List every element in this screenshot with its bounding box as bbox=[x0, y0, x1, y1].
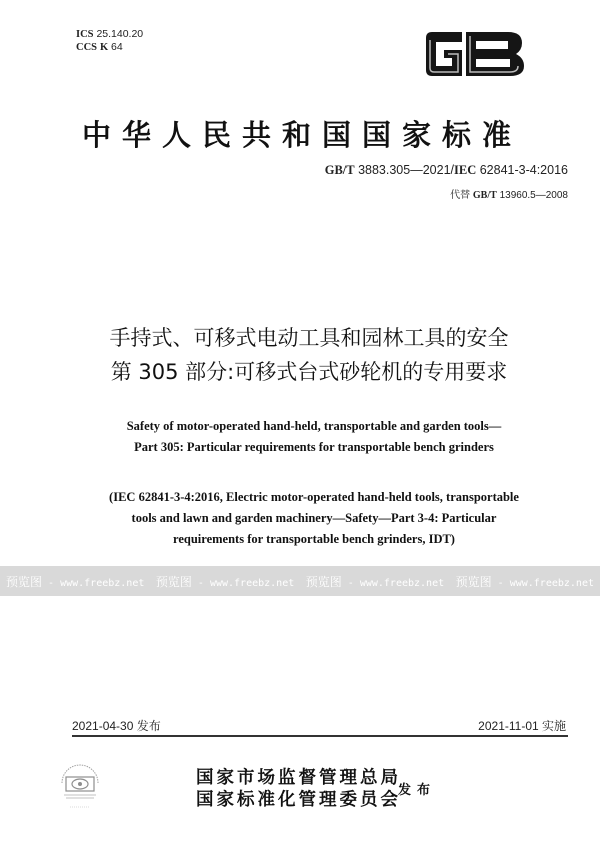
english-title-line-1: Safety of motor-operated hand-held, transportable and garden tools— bbox=[126, 419, 502, 433]
ics-code: ICS 25.140.20 bbox=[76, 28, 144, 40]
classification-codes bbox=[76, 28, 143, 54]
watermark-item: 预览图 - www.freebz.net bbox=[155, 574, 295, 589]
replaces-standard: 代替 GB/T 13960.5—2008 bbox=[450, 190, 568, 201]
chinese-title-line-2: 第 305 部分:可移式台式砂轮机的专用要求 bbox=[110, 360, 508, 384]
national-standard-title: 中华人民共和国国家标准 bbox=[82, 118, 523, 152]
iec-reference-line-3: requirements for transportable bench grinders, IDT) bbox=[173, 532, 455, 546]
ccs-code: CCS K 64 bbox=[76, 41, 123, 53]
implementation-date: 2021-11-01 实施 bbox=[478, 719, 566, 733]
iec-reference-line-1: (IEC 62841-3-4:2016, Electric motor-operated hand-held tools, transportable bbox=[109, 490, 519, 504]
issuing-authorities bbox=[196, 767, 401, 811]
issue-label: 发布 bbox=[398, 783, 437, 798]
watermark-item: 预览图 - www.freebz.net bbox=[305, 574, 445, 589]
gb-logo-icon bbox=[418, 30, 528, 78]
chinese-title-line-1: 手持式、可移式电动工具和园林工具的安全 bbox=[109, 326, 509, 350]
standard-number: GB/T 3883.305—2021/IEC 62841-3-4:2016 bbox=[324, 163, 568, 177]
issue-date: 2021-04-30 发布 bbox=[72, 719, 161, 733]
publisher-emblem-icon bbox=[56, 763, 104, 815]
divider bbox=[72, 735, 568, 737]
watermark-item: 预览图 - www.freebz.net bbox=[6, 574, 145, 589]
iec-reference-line-2: tools and lawn and garden machinery—Safety—Part 3-4: Particular bbox=[131, 511, 497, 525]
issuer-sac: 国家标准化管理委员会 bbox=[196, 790, 401, 810]
watermark-band bbox=[0, 566, 600, 596]
issuer-samr: 国家市场监督管理总局 bbox=[196, 768, 401, 788]
watermark-item: 预览图 - www.freebz.net bbox=[455, 574, 594, 589]
english-title-line-2: Part 305: Particular requirements for transportable bench grinders bbox=[134, 440, 494, 454]
